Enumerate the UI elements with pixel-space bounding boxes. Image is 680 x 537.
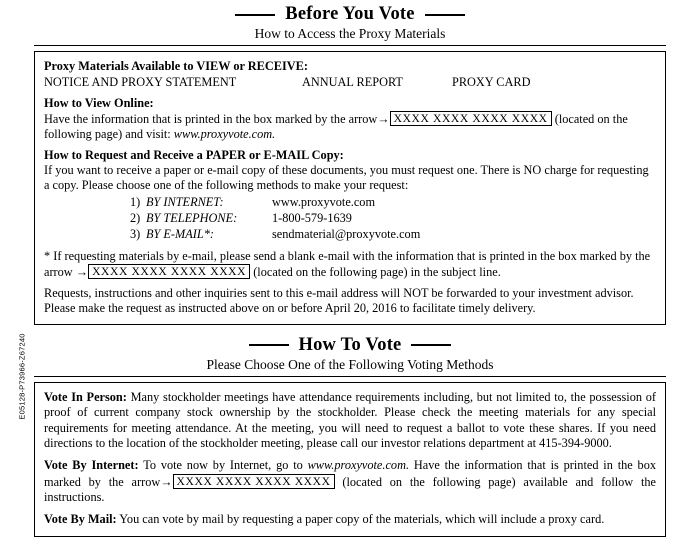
requests-closing-text: Requests, instructions and other inquiries sent to this e-mail address will NOT be forwarded to your investment advisor. Please make the request as instructed above on or before April 20, 2016 to facilitate timely delivery.: [44, 285, 634, 315]
method-value[interactable]: sendmaterial@proxyvote.com: [272, 226, 421, 241]
footnote-text-before-arrow: * If requesting materials by e-mail, please send a blank e-mail with the information that is printed in the box marked by the arrow: [44, 248, 651, 279]
subtitle-underline: [34, 376, 666, 377]
control-number-box: XXXX XXXX XXXX XXXX: [390, 111, 552, 126]
vote-by-mail-paragraph: [44, 512, 656, 527]
vote-by-mail-label: Vote By Mail:: [44, 512, 117, 527]
how-to-view-text: [44, 111, 656, 142]
materials-available-list: [44, 75, 656, 90]
proxyvote-url[interactable]: www.proxyvote.com.: [173, 127, 276, 141]
vote-by-internet-label: Vote By Internet:: [44, 458, 139, 473]
method-label: BY E-MAIL*:: [146, 226, 214, 241]
section-title: How To Vote: [298, 334, 402, 355]
internet-text-b: Have the information that is printed in the box marked by the arrow: [44, 458, 656, 489]
view-text-after-arrow: (located on the following page) and visit:: [44, 112, 628, 141]
section-title: Before You Vote: [285, 4, 415, 24]
footnote-text-after-arrow: (located on the following page) in the subject line.: [253, 264, 501, 279]
voting-methods-box: [34, 382, 666, 537]
section-subtitle: [34, 357, 666, 377]
method-label: BY INTERNET:: [146, 195, 224, 209]
how-to-vote-heading: [34, 335, 666, 356]
vote-in-person-label: Vote In Person:: [44, 389, 127, 404]
material-item-notice: NOTICE AND PROXY STATEMENT: [44, 75, 237, 89]
internet-text-a: To vote now by Internet, go to: [143, 458, 303, 473]
heading-rule-left: [235, 14, 275, 16]
how-to-request-text: If you want to receive a paper or e-mail copy of these documents, you must request one. There is NO charge for requesting a copy. Please choose one of the following methods to make your request:: [44, 163, 649, 192]
proxy-materials-box: [34, 51, 666, 325]
document-control-code: E05128-P73966-Z67240: [17, 333, 27, 420]
arrow-icon: →: [377, 112, 390, 126]
section-subtitle-text: How to Access the Proxy Materials: [254, 26, 446, 41]
request-method-telephone: [130, 211, 656, 227]
material-item-proxy-card: PROXY CARD: [452, 75, 531, 89]
method-value: 1-800-579-1639: [272, 210, 352, 225]
email-footnote: [44, 249, 656, 280]
internet-text-c: (located on the following page) available and follow the instructions.: [44, 474, 656, 505]
request-methods-list: [130, 195, 656, 243]
materials-available-heading: Proxy Materials Available to VIEW or RECEIVE:: [44, 59, 308, 73]
section-subtitle-text: Please Choose One of the Following Voting Methods: [206, 356, 494, 372]
proxyvote-url[interactable]: www.proxyvote.com.: [307, 458, 410, 473]
control-number-box: XXXX XXXX XXXX XXXX: [88, 264, 250, 279]
heading-rule-right: [425, 14, 465, 16]
request-method-internet: [130, 195, 656, 211]
section-subtitle: [34, 26, 666, 46]
control-number-box: XXXX XXXX XXXX XXXX: [173, 474, 335, 489]
before-you-vote-heading: [34, 4, 666, 25]
arrow-icon: →: [75, 264, 89, 279]
subtitle-underline: [34, 45, 666, 46]
method-number: 3): [130, 226, 141, 241]
vote-in-person-text: Many stockholder meetings have attendance requirements including, but not limited to, the possession of proof of current company stock ownership by the stockholder. Please check the meeting materials for any special requirements for meeting attendance. At the meeting, you will need to request a ballot to vote these shares. If you need directions to the location of the stockholder meeting, please call our investor relations department at 415-394-9000.: [44, 389, 656, 451]
method-number: 2): [130, 210, 141, 225]
page-content: [34, 0, 666, 537]
arrow-icon: →: [160, 474, 173, 489]
vote-by-mail-text: You can vote by mail by requesting a paper copy of the materials, which will include a proxy card.: [119, 512, 605, 527]
method-value[interactable]: www.proxyvote.com: [272, 195, 376, 209]
method-number: 1): [130, 195, 141, 209]
request-method-email: [130, 227, 656, 243]
method-label: BY TELEPHONE:: [146, 210, 238, 225]
heading-rule-left: [249, 344, 289, 346]
how-to-request-heading: How to Request and Receive a PAPER or E-MAIL Copy:: [44, 148, 344, 162]
how-to-vote-section: [34, 335, 666, 537]
view-text-before-arrow: Have the information that is printed in the box marked by the arrow: [44, 112, 378, 126]
material-item-annual-report: ANNUAL REPORT: [302, 75, 403, 89]
how-to-view-heading: How to View Online:: [44, 96, 154, 110]
vote-by-internet-paragraph: [44, 458, 656, 505]
vote-in-person-paragraph: [44, 390, 656, 451]
heading-rule-right: [411, 344, 451, 346]
